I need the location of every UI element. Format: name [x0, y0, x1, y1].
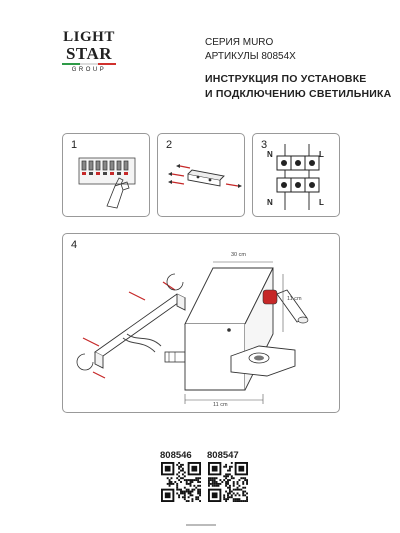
- step-3-panel: [252, 133, 340, 217]
- article-code-1: 808546: [160, 450, 192, 461]
- document-title: [205, 72, 391, 102]
- qr-code-2[interactable]: [208, 462, 248, 502]
- step-2-panel: [157, 133, 245, 217]
- step-3-number: 3: [261, 139, 268, 151]
- series-name: СЕРИЯ MURO: [205, 37, 274, 48]
- dimension-height: 11 cm: [287, 296, 302, 302]
- article-numbers: АРТИКУЛЫ 80854X: [205, 51, 296, 62]
- step-4-number: 4: [71, 239, 78, 251]
- step-4-panel: [62, 233, 340, 413]
- step-1-panel: [62, 133, 150, 217]
- logo-line-1: LIGHT: [63, 29, 115, 45]
- dimension-depth: 11 cm: [213, 402, 228, 408]
- wire-label-n-bottom: N: [267, 198, 273, 207]
- dimension-width: 30 cm: [231, 252, 246, 258]
- brand-logo: [60, 30, 118, 74]
- logo-flag: [62, 63, 116, 65]
- step-2-number: 2: [166, 139, 173, 151]
- qr-code-1[interactable]: [161, 462, 201, 502]
- wall-mounting-illustration: [63, 234, 341, 414]
- logo-line-2: STAR: [65, 44, 113, 63]
- article-code-2: 808547: [207, 450, 239, 461]
- series-block: [205, 36, 296, 64]
- title-line-1: ИНСТРУКЦИЯ ПО УСТАНОВКЕ: [205, 73, 367, 85]
- title-line-2: И ПОДКЛЮЧЕНИЮ СВЕТИЛЬНИКА: [205, 88, 392, 100]
- footer-mark: [186, 524, 216, 526]
- wire-label-l-bottom: L: [319, 198, 324, 207]
- terminal-block-illustration: [63, 134, 151, 218]
- wire-label-l-top: L: [319, 150, 324, 159]
- mounting-bracket-illustration: [158, 134, 246, 218]
- logo-line-3: GROUP: [71, 67, 107, 73]
- wire-label-n-top: N: [267, 150, 273, 159]
- step-1-number: 1: [71, 139, 78, 151]
